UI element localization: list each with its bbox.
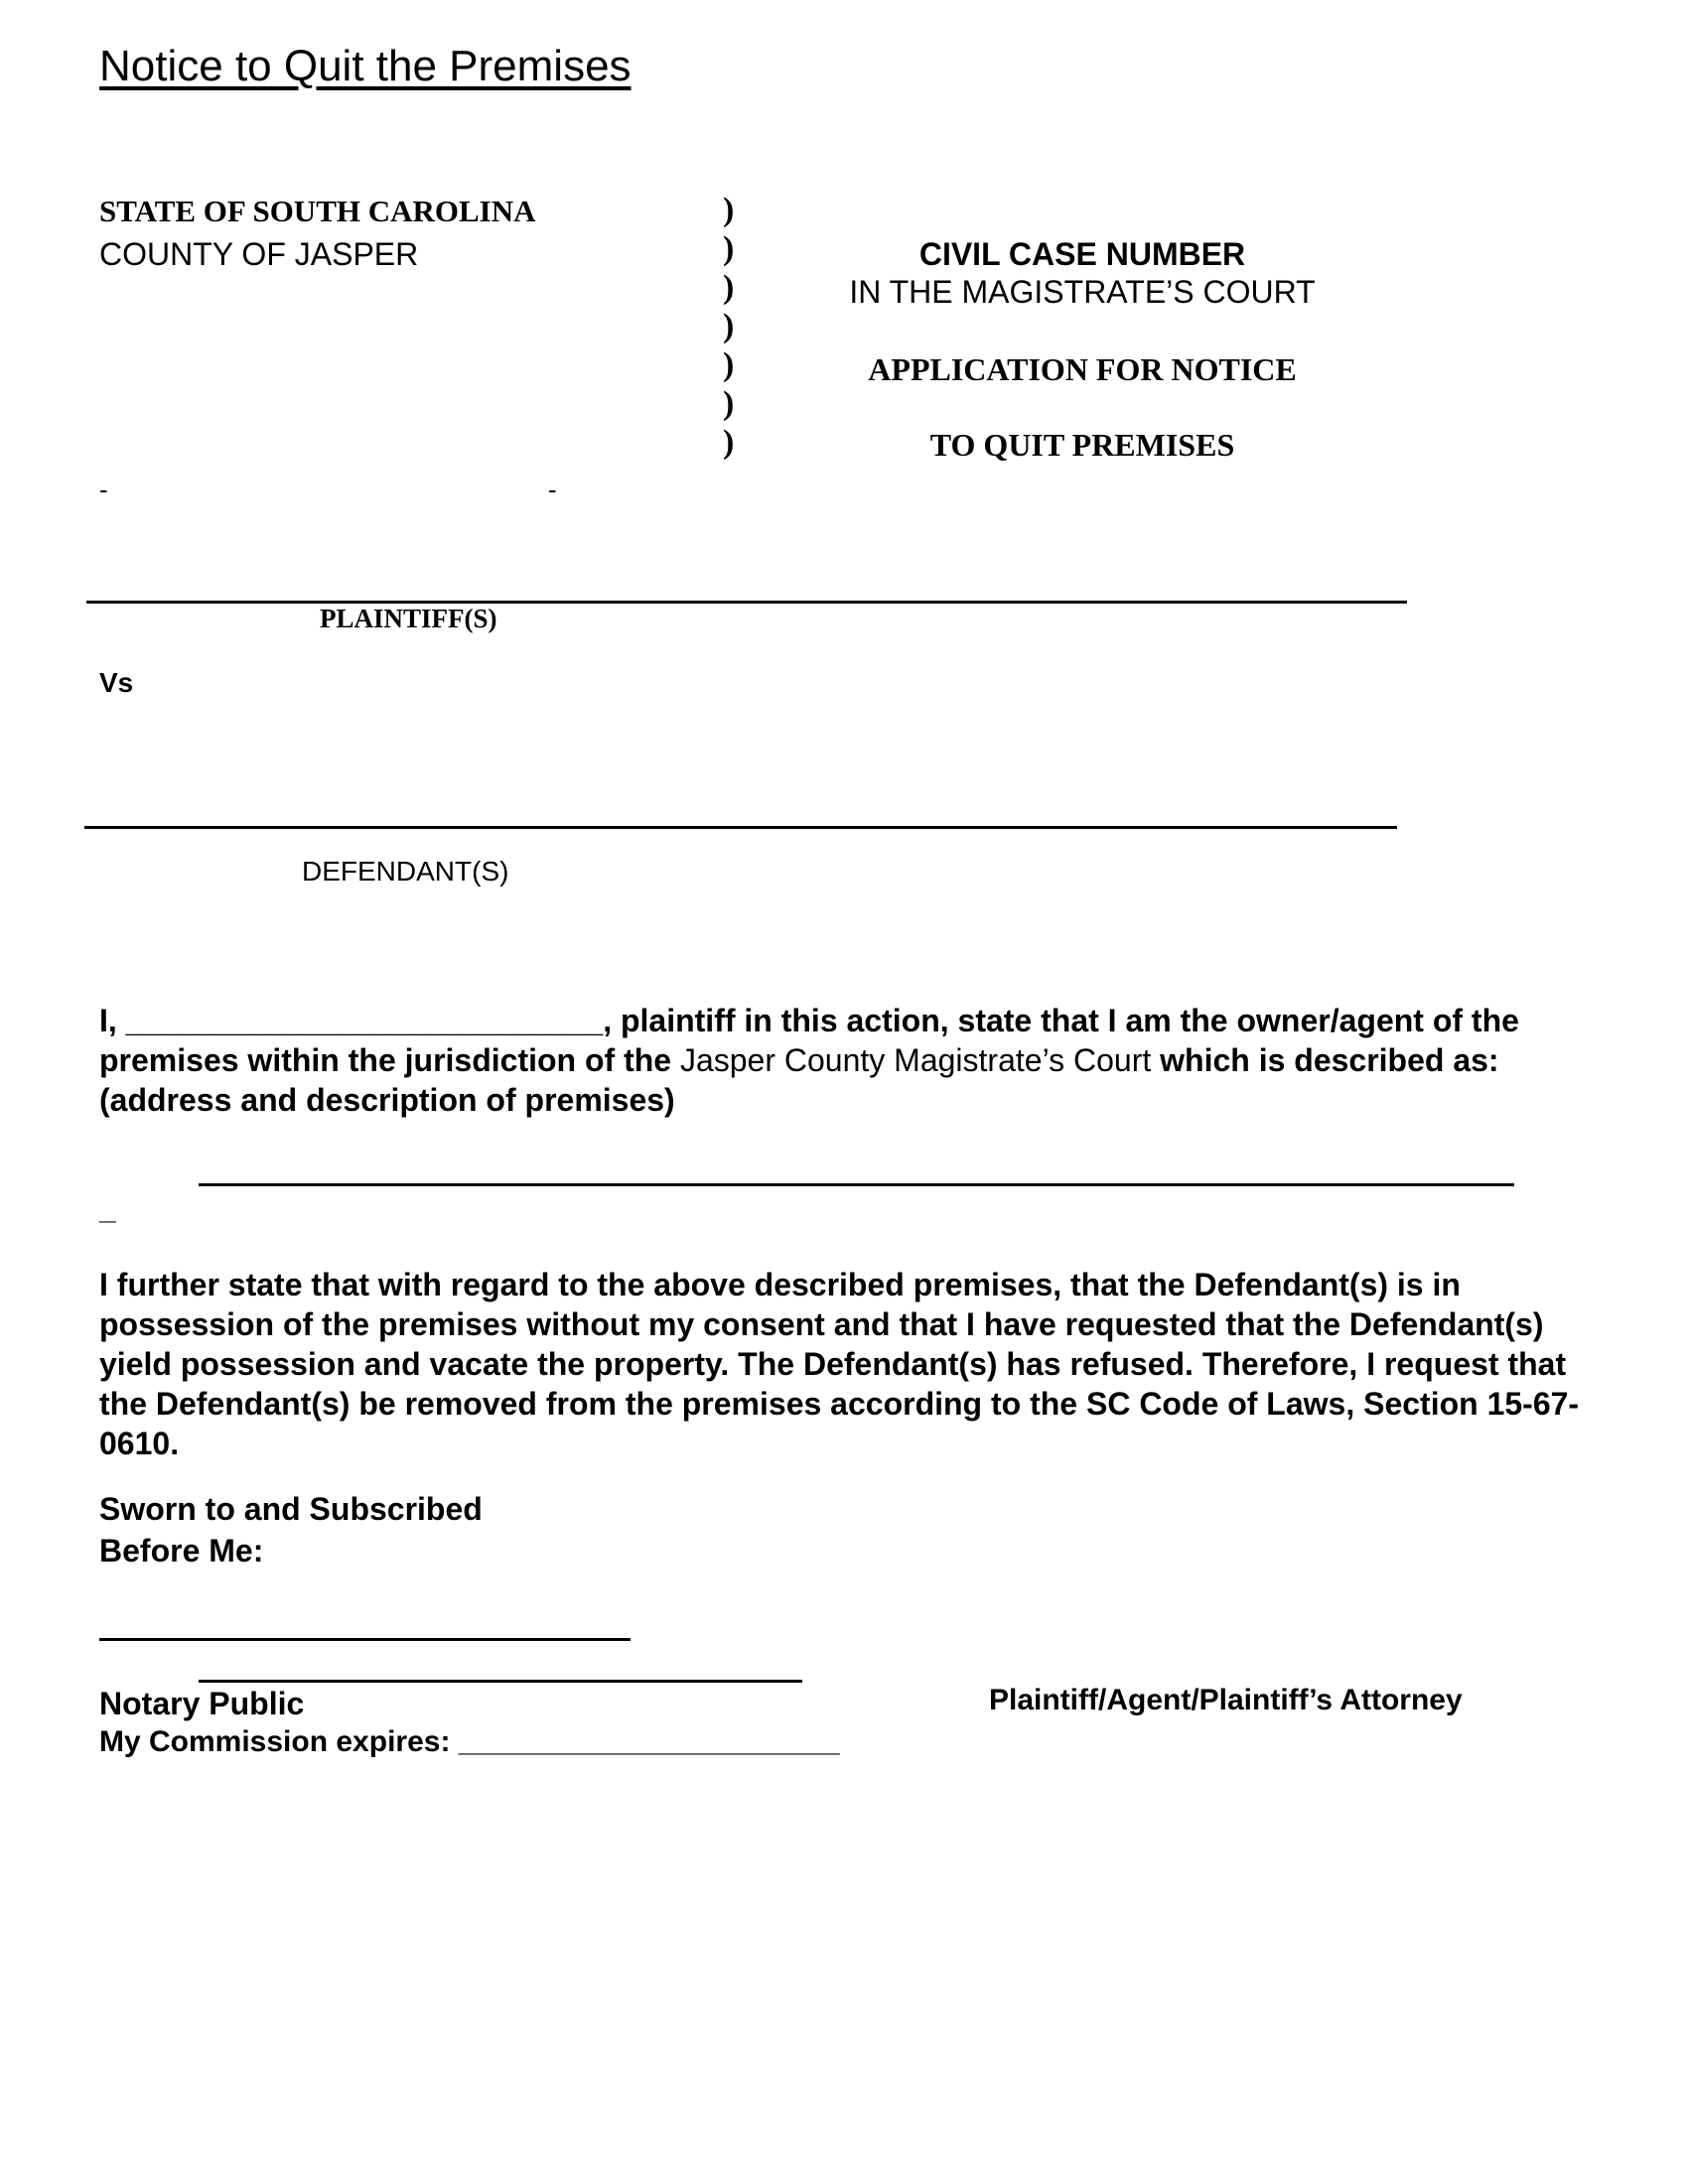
- court-label: IN THE MAGISTRATE’S COURT: [849, 274, 1316, 310]
- defendant-name-line[interactable]: [84, 826, 1397, 829]
- statement-paragraph: [99, 1001, 1589, 1120]
- plaintiff-name-blank[interactable]: ___________________________: [125, 1003, 604, 1038]
- versus-label: Vs: [99, 667, 134, 698]
- caption-paren: ): [723, 269, 735, 306]
- further-statement-paragraph: I further state that with regard to the above described premises, that the Defendant(s) is in possession of the premises without my consent and that I have requested that the Defendant(s) yield possession and vacate the property. The Defendant(s) has refused. Therefore, I request that the Defendant(s) be removed from the premises according to the SC Code of Laws, Section 15-67-0610.: [99, 1267, 1580, 1461]
- statement-text-end: which is described as: (address and description of premises): [99, 1042, 1499, 1118]
- commission-expires-row: [99, 1725, 840, 1759]
- statement-lead: I,: [99, 1003, 126, 1038]
- commission-label: My Commission expires:: [99, 1725, 459, 1758]
- caption-paren: ): [723, 308, 735, 344]
- caption-paren: ): [723, 424, 735, 461]
- application-heading-line1: APPLICATION FOR NOTICE: [868, 351, 1297, 387]
- plaintiff-signer-label: Plaintiff/Agent/Plaintiff’s Attorney: [989, 1684, 1463, 1716]
- caption-paren: ): [723, 346, 735, 383]
- caption-dash: -: [99, 475, 108, 504]
- caption-dash: -: [548, 475, 557, 504]
- plaintiff-name-line[interactable]: [86, 601, 1407, 604]
- civil-case-number-label: CIVIL CASE NUMBER: [918, 236, 1246, 272]
- notary-public-label: Notary Public: [99, 1686, 305, 1721]
- commission-date-blank[interactable]: _______________________: [458, 1725, 840, 1758]
- notary-signature-line[interactable]: [99, 1638, 631, 1641]
- county-name: COUNTY OF JASPER: [99, 236, 419, 272]
- stray-underscore: _: [99, 1193, 116, 1226]
- premises-description-line[interactable]: [199, 1183, 1514, 1186]
- state-name: STATE OF SOUTH CAROLINA: [99, 194, 536, 228]
- defendant-label: DEFENDANT(S): [302, 856, 509, 887]
- sworn-line1: Sworn to and Subscribed: [99, 1491, 483, 1527]
- page-title: Notice to Quit the Premises: [99, 42, 632, 90]
- plaintiff-signature-line[interactable]: [199, 1680, 802, 1683]
- court-name: Jasper County Magistrate’s Court: [679, 1042, 1152, 1078]
- plaintiff-label: PLAINTIFF(S): [320, 604, 497, 633]
- caption-paren: ): [723, 192, 735, 228]
- caption-paren: ): [723, 230, 735, 267]
- caption-paren: ): [723, 385, 735, 422]
- statement-text: , plaintiff in this action, state that I am the owner/agent of the premises within the jurisdiction of the: [99, 1003, 1519, 1078]
- sworn-line2: Before Me:: [99, 1533, 264, 1569]
- application-heading-line2: TO QUIT PREMISES: [929, 427, 1235, 463]
